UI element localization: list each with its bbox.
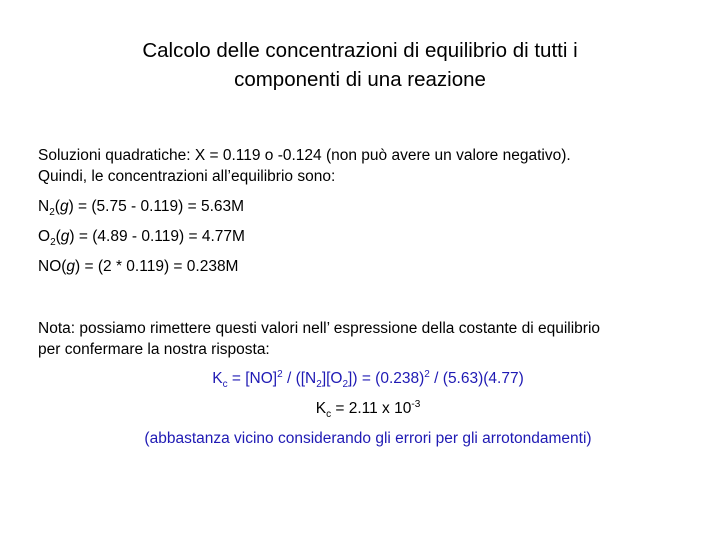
intro-line-2: Quindi, le concentrazioni all’equilibrio sono: — [38, 168, 336, 185]
concentration-o2: $O_2(g) = (4.89 - 0.119) = 4.77M$ — [38, 228, 245, 248]
kc-result: $K_c = 2.11$ x $10^{-3}$ — [315, 399, 421, 420]
kc-expression: $K_c = [NO]^2 / ([N_2][O_2]) = (0.238)^2 / (5.63)(4.77)$ — [212, 369, 524, 390]
slide-body — [38, 145, 698, 452]
title-line-1: Calcolo delle concentrazioni di equilibrio di tutti i — [142, 39, 578, 62]
concentration-no: NO(g) = (2 * 0.119) = 0.238M — [38, 258, 239, 275]
closing-remark: (abbastanza vicino considerando gli errori per gli arrotondamenti) — [144, 430, 592, 447]
concentration-n2: $N_2(g) = (5.75 - 0.119) = 5.63M$ — [38, 198, 245, 218]
title-line-2: componenti di una reazione — [234, 68, 486, 91]
intro-line-1: Soluzioni quadratiche: X = 0.119 o -0.124 (non può avere un valore negativo). — [38, 147, 571, 164]
note-line-1: Nota: possiamo rimettere questi valori nell’ espressione della costante di equilibrio — [38, 320, 601, 337]
slide-title — [0, 36, 720, 94]
note-line-2: per confermare la nostra risposta: — [38, 341, 270, 358]
